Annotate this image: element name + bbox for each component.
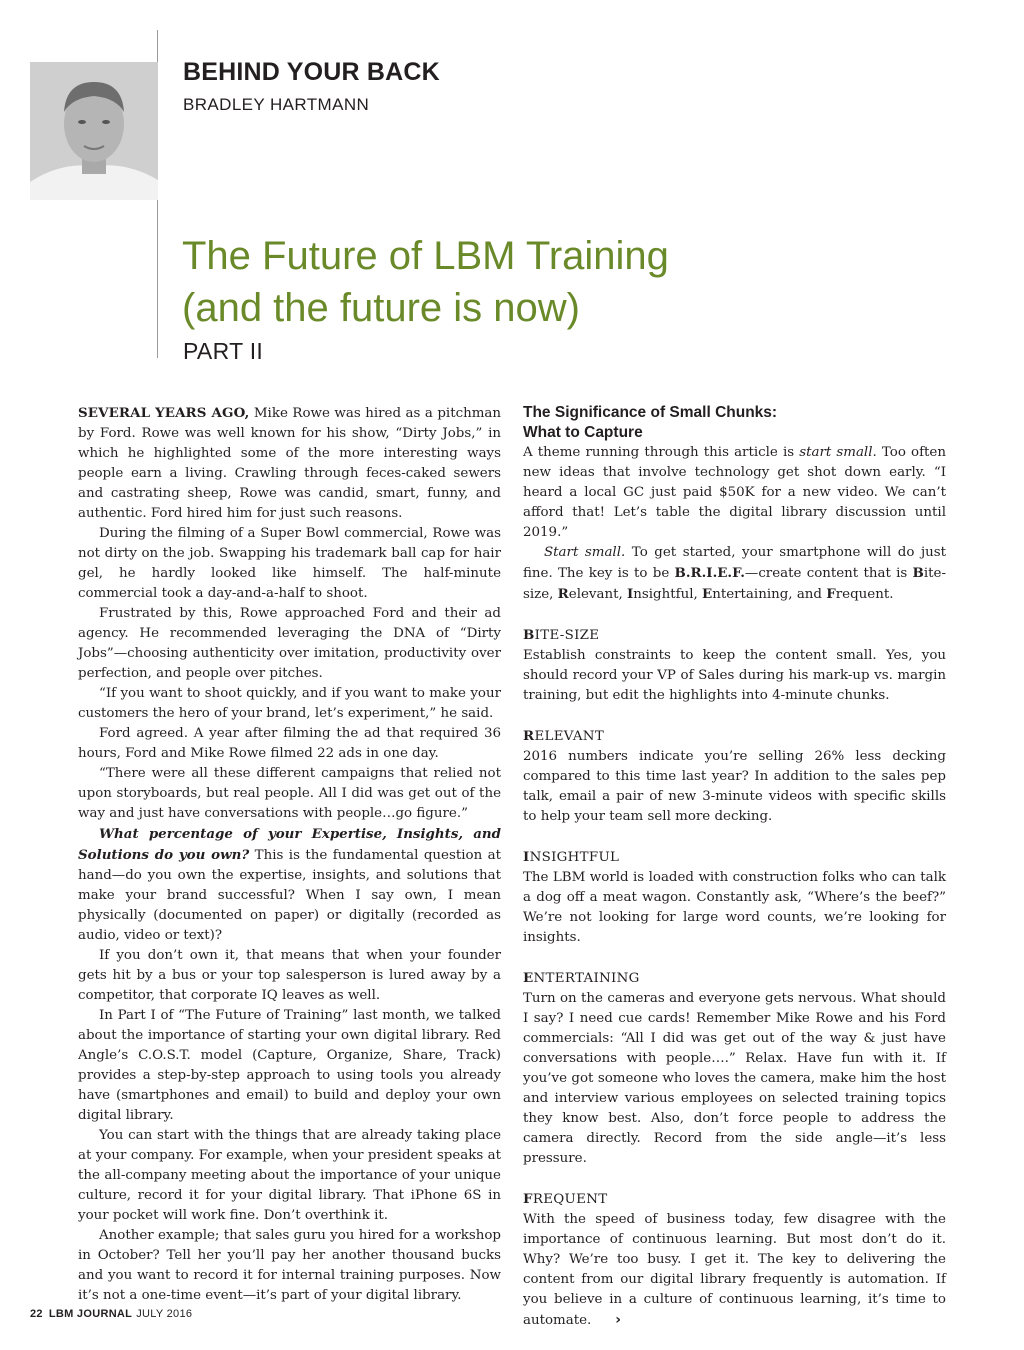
paragraph bbox=[78, 403, 501, 524]
title-line-2: (and the future is now) bbox=[182, 286, 580, 330]
paragraph: The LBM world is loaded with construction folks who can talk a dog off a meat wagon. Constantly ask, “Where’s the beef?” We’re not looking for large word counts, we’re looking for insights. bbox=[523, 870, 946, 945]
text-run: To get started, your smartphone will do just fine. The key is to be bbox=[523, 545, 947, 581]
paragraph: “If you want to shoot quickly, and if you want to make your customers the hero of your brand, let’s experiment,” he said. bbox=[78, 686, 501, 721]
paragraph: Turn on the cameras and everyone gets nervous. What should I say? I need cue cards! Remember Mike Rowe and his Ford commercials: “All I did was get out of the way & just have conversations with people….” Relax. Have fun with it. If you’ve got someone who loves the camera, make him the host and interview various employees on selected training topics they know best. Also, don’t force people to address the camera directly. Record from the side angle—it’s less pressure. bbox=[523, 991, 946, 1166]
paragraph bbox=[78, 824, 501, 946]
paragraph: “There were all these different campaigns that relied not upon storyboards, but real people. All I did was get out of the way and just have conversations with people…go figure.” bbox=[78, 766, 501, 821]
initial-letter: E bbox=[523, 970, 534, 986]
question-lead: What percentage of your Expertise, Insights, and Solutions do you own? bbox=[78, 826, 501, 863]
paragraph-text: This is the fundamental question at hand—do you own the expertise, insights, and solutions that make your brand successful? When I say own, I mean physically (documented on paper) or digitally (recorded as audio, video or text)? bbox=[78, 848, 501, 943]
initial-letter: B bbox=[912, 565, 924, 581]
text-run: requent. bbox=[835, 587, 894, 602]
paragraph: You can start with the things that are already taking place at your company. For example, when your president speaks at the all-company meeting about the importance of your unique culture, record it for your digital library. That iPhone 6S in your pocket will work fine. Don’t overthink it. bbox=[78, 1128, 501, 1223]
text-run: ntertaining, and bbox=[712, 587, 827, 602]
text-run: With the speed of business today, few disagree with the importance of continuous learning. But most don’t do it. Why? We’re too busy. I get it. The key to delivering the content from our digital library frequently is automation. If you believe in a culture of continuous learning, it’s time to automate. bbox=[523, 1212, 946, 1328]
left-column bbox=[78, 403, 501, 1306]
section-heading-insightful bbox=[523, 847, 946, 868]
paragraph: If you don’t own it, that means that when your founder gets hit by a bus or your top salesperson is lured away by a competitor, that corporate IQ leaves as well. bbox=[78, 948, 501, 1003]
paragraph: Ford agreed. A year after filming the ad that required 36 hours, Ford and Mike Rowe filmed 22 ads in one day. bbox=[78, 726, 501, 761]
paragraph: Frustrated by this, Rowe approached Ford and their ad agency. He recommended leveraging the DNA of “Dirty Jobs”—choosing authenticity over imitation, productivity over perfection, and people over pitches. bbox=[78, 606, 501, 681]
text-run: nsightful, bbox=[633, 587, 702, 602]
emphasis: start small bbox=[799, 445, 873, 460]
initial-letter: F bbox=[523, 1191, 533, 1207]
part-label: PART II bbox=[183, 338, 264, 364]
article-title bbox=[182, 230, 669, 334]
heading-rest: NSIGHTFUL bbox=[529, 850, 620, 865]
paragraph: 2016 numbers indicate you’re selling 26% less decking compared to this time last year? In addition to the sales pep talk, email a pair of new 3-minute videos with specific skills to help your team sell more decking. bbox=[523, 749, 946, 824]
chevron-right-icon[interactable]: › bbox=[615, 1312, 622, 1328]
text-run: . Too often new ideas that involve technology get shot down early. “I heard a local GC just paid $50K for a new video. We can’t afford that! Let’s table the digital library discussion until 2019.” bbox=[523, 445, 946, 540]
subhead-line-1: The Significance of Small Chunks: bbox=[523, 404, 778, 421]
paragraph: During the filming of a Super Bowl commercial, Rowe was not dirty on the job. Swapping his trademark ball cap for hair gel, he hardly looked like himself. The half-minute commercial took a day-and-a-half to shoot. bbox=[78, 526, 501, 601]
heading-rest: NTERTAINING bbox=[533, 971, 640, 986]
brief-acronym: B.R.I.E.F. bbox=[674, 565, 745, 581]
title-line-1: The Future of LBM Training bbox=[182, 234, 669, 278]
paragraph: In Part I of “The Future of Training” last month, we talked about the importance of starting your own digital library. Red Angle’s C.O.S.T. model (Capture, Organize, Share, Track) provides a step-by-step approach to using tools you already have (smartphones and email) to build and deploy your own digital library. bbox=[78, 1008, 501, 1123]
emphasis: Start small. bbox=[544, 545, 626, 560]
author-photo bbox=[30, 62, 158, 200]
initial-letter: F bbox=[826, 586, 836, 602]
initial-letter: I bbox=[523, 849, 530, 865]
initial-letter: R bbox=[557, 586, 569, 602]
paragraph bbox=[523, 443, 946, 543]
paragraph bbox=[523, 1210, 946, 1331]
paragraph: Establish constraints to keep the content small. Yes, you should record your VP of Sales during his mark-up vs. margin training, but edit the highlights into 4-minute chunks. bbox=[523, 648, 946, 703]
section-heading-entertaining bbox=[523, 968, 946, 989]
column-name: BEHIND YOUR BACK bbox=[183, 58, 440, 86]
lead-in: SEVERAL YEARS AGO, bbox=[78, 405, 250, 421]
initial-letter: E bbox=[702, 586, 713, 602]
issue-date: JULY 2016 bbox=[136, 1308, 193, 1320]
author-name: BRADLEY HARTMANN bbox=[183, 95, 370, 114]
paragraph-text: Mike Rowe was hired as a pitchman by Ford. Rowe was well known for his show, “Dirty Jobs,” in which he highlighted some of the more interesting ways people earn a living. Crawling through feces-caked sewers and castrating sheep, Rowe was candid, smart, funny, and authentic. Ford hired him for just such reasons. bbox=[78, 406, 502, 521]
section-heading-bite-size bbox=[523, 625, 946, 646]
paragraph bbox=[523, 543, 946, 605]
heading-rest: ELEVANT bbox=[534, 729, 605, 744]
initial-letter: I bbox=[627, 586, 634, 602]
section-subhead bbox=[523, 403, 946, 443]
paragraph: Another example; that sales guru you hired for a workshop in October? Tell her you’ll pay her another thousand bucks and you want to record it for internal training purposes. Now it’s not a one-time event—it’s part of your digital library. bbox=[78, 1228, 501, 1303]
text-run: —create content that is bbox=[744, 566, 913, 581]
publication-name: LBM JOURNAL bbox=[48, 1308, 133, 1320]
page-number: 22 bbox=[30, 1308, 43, 1320]
text-run: elevant, bbox=[568, 587, 627, 602]
text-run: A theme running through this article is bbox=[523, 445, 800, 460]
text-run: ite-size, bbox=[523, 566, 946, 602]
initial-letter: R bbox=[523, 728, 535, 744]
page-footer bbox=[30, 1308, 192, 1320]
subhead-line-2: What to Capture bbox=[523, 424, 643, 441]
heading-rest: ITE-SIZE bbox=[534, 628, 600, 643]
heading-rest: REQUENT bbox=[532, 1192, 608, 1207]
section-heading-frequent bbox=[523, 1189, 946, 1210]
initial-letter: B bbox=[523, 627, 535, 643]
section-heading-relevant bbox=[523, 726, 946, 747]
right-column bbox=[523, 403, 946, 1331]
